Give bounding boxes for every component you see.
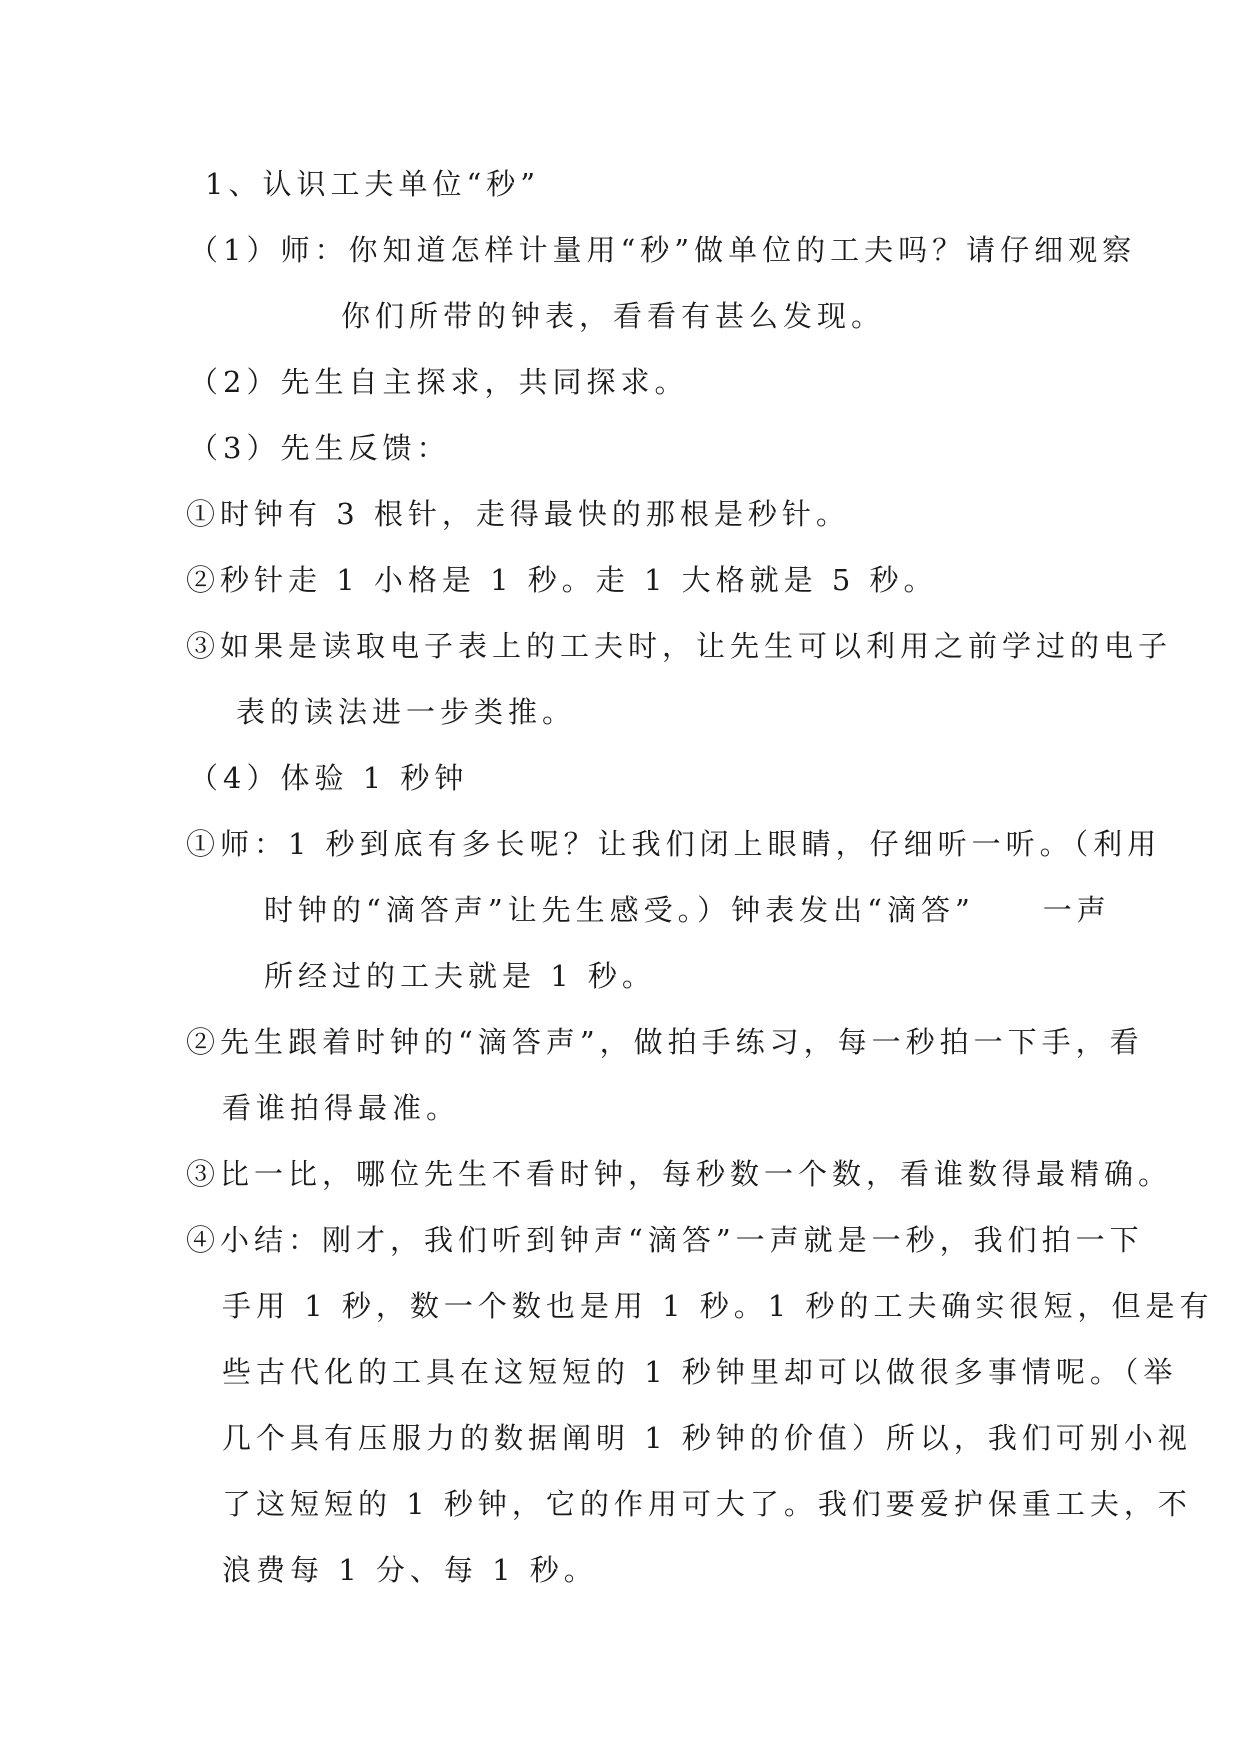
paragraph-line: 所经过的工夫就是 1 秒。 — [264, 959, 656, 993]
paragraph-line: （1）师：你知道怎样计量用“秒”做单位的工夫吗？请仔细观察 — [189, 233, 1137, 267]
paragraph-line: 些古代化的工具在这短短的 1 秒钟里却可以做很多事情呢。（举 — [222, 1355, 1178, 1389]
paragraph-line: 你们所带的钟表，看看有甚么发现。 — [341, 299, 886, 333]
section-heading: 1、认识工夫单位“秒” — [205, 167, 541, 201]
paragraph-line: 看谁拍得最准。 — [222, 1091, 461, 1125]
paragraph-line: 几个具有压服力的数据阐明 1 秒钟的价值）所以，我们可别小视 — [222, 1421, 1192, 1455]
paragraph-line: （3）先生反馈： — [189, 431, 451, 465]
paragraph-line: ③比一比，哪位先生不看时钟，每秒数一个数，看谁数得最精确。 — [186, 1157, 1173, 1191]
paragraph-line: ④小结：刚才，我们听到钟声“滴答”一声就是一秒，我们拍一下 — [186, 1223, 1144, 1257]
paragraph-line: 手用 1 秒，数一个数也是用 1 秒。1 秒的工夫确实很短，但是有 — [222, 1289, 1214, 1323]
paragraph-line: 时钟的“滴答声”让先生感受。）钟表发出“滴答” 一声 — [264, 893, 1111, 927]
paragraph-line: 表的读法进一步类推。 — [236, 695, 577, 729]
paragraph-line: 浪费每 1 分、每 1 秒。 — [222, 1553, 598, 1587]
paragraph-line: ②秒针走 1 小格是 1 秒。走 1 大格就是 5 秒。 — [186, 563, 938, 597]
paragraph-line: 了这短短的 1 秒钟，它的作用可大了。我们要爱护保重工夫，不 — [222, 1487, 1192, 1521]
paragraph-line: （4）体验 1 秒钟 — [189, 761, 469, 795]
paragraph-line: （2）先生自主探求，共同探求。 — [189, 365, 689, 399]
paragraph-line: ①时钟有 3 根针，走得最快的那根是秒针。 — [186, 497, 850, 531]
paragraph-line: ③如果是读取电子表上的工夫时，让先生可以利用之前学过的电子 — [186, 629, 1173, 663]
paragraph-line: ②先生跟着时钟的“滴答声”，做拍手练习，每一秒拍一下手，看 — [186, 1025, 1144, 1059]
paragraph-line: ①师：1 秒到底有多长呢？让我们闭上眼睛，仔细听一听。（利用 — [186, 827, 1162, 861]
